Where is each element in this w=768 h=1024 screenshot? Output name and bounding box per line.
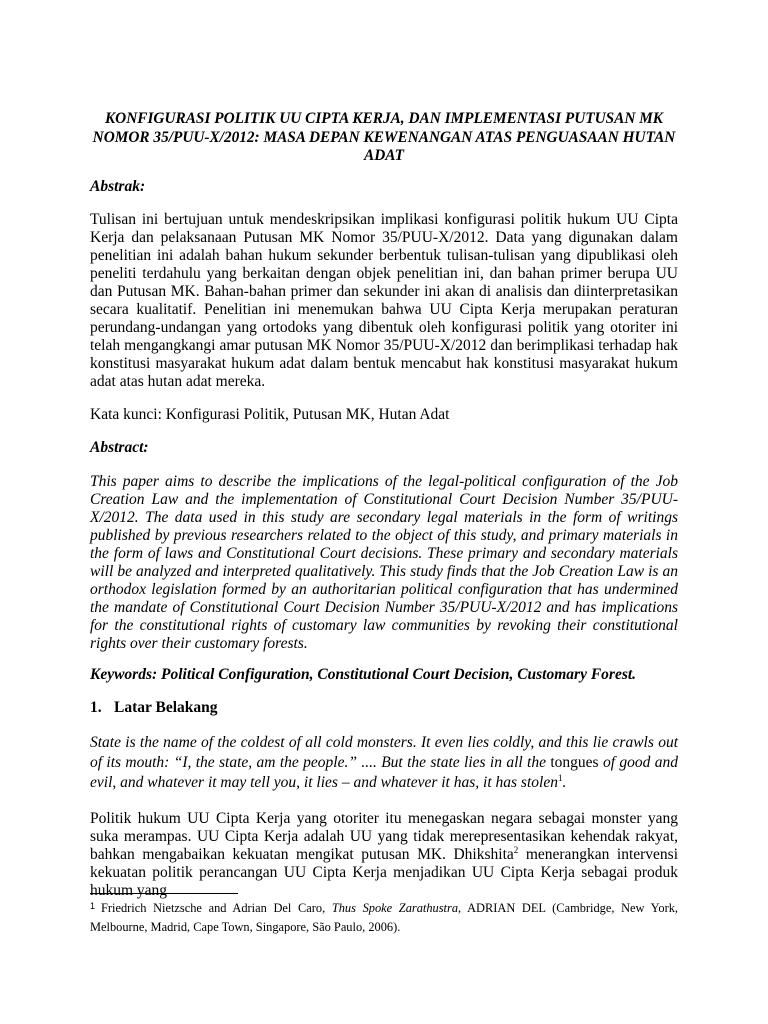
footnote-authors: Friedrich Nietzsche and Adrian Del Caro, <box>101 901 332 915</box>
body-part-2: menerangkan intervensi kekuatan politik perancangan UU Cipta Kerja menjadikan UU Cipta Kerja sebagai produk hukum yang <box>90 846 679 899</box>
abstract-paragraph: This paper aims to describe the implications of the legal-political configuration of the Job Creation Law and the implementation of Constitutional Court Decision Number 35/PUU-X/2012. The data used in this study are secondary legal materials in the form of writings published by previous researchers related to the object of this study, and primary materials in the form of laws and Constitutional Court decisions. These primary and secondary materials will be analyzed and interpreted qualitatively. This study finds that the Job Creation Law is an orthodox legislation formed by an authoritarian political configuration that has undermined the mandate of Constitutional Court Decision Number 35/PUU-X/2012 and has implications for the constitutional rights of customary law communities by revoking their constitutional rights over their customary forests. <box>90 473 678 652</box>
quote-part-2: tongues <box>546 754 603 771</box>
body-paragraph <box>90 810 678 900</box>
abstrak-paragraph: Tulisan ini bertujuan untuk mendeskripsikan implikasi konfigurasi politik hukum UU Cipta Kerja dan pelaksanaan Putusan MK Nomor 35/PUU-X/2012. Data yang digunakan dalam penelitian ini adalah bahan hukum sekunder berbentuk tulisan-tulisan yang dipublikasi oleh peneliti terdahulu yang berkaitan dengan objek penelitian ini, dan bahan primer berupa UU dan Putusan MK. Bahan-bahan primer dan sekunder ini akan di analisis dan diinterpretasikan secara kualitatif. Penelitian ini menemukan bahwa UU Cipta Kerja merupakan peraturan perundang-undangan yang ortodoks yang dibentuk oleh konfigurasi politik yang otoriter ini telah mengangkangi amar putusan MK Nomor 35/PUU-X/2012 dan berimplikasi terhadap hak konstitusi masyarakat hukum adat dalam bentuk mencabut hak konstitusi masyarakat hukum adat atas hutan adat mereka. <box>90 211 678 390</box>
section-number: 1. <box>90 699 102 716</box>
abstract-heading: Abstract: <box>90 439 149 456</box>
body-part-1: Politik hukum UU Cipta Kerja yang otoriter itu menegaskan negara sebagai monster yang suka merampas. UU Cipta Kerja adalah UU yang tidak merepresentasikan kehendak rakyat, bahkan mengabaikan kekuatan mengikat putusan MK. Dhikshita <box>90 810 678 863</box>
section-heading <box>90 699 218 717</box>
footnote-details: , ADRIAN DEL (Cambridge, New York, Melbourne, Madrid, Cape Town, Singapore, São Paulo, 2006). <box>90 901 679 934</box>
footnote-1 <box>90 897 678 937</box>
quote-part-1: State is the name of the coldest of all cold monsters. It even lies coldly, and this lie crawls out of its mouth: “I, the state, am the people.” .... But the state lies in all the <box>90 734 678 771</box>
footnote-separator <box>90 893 238 894</box>
quote-part-3: of good and evil, and whatever it may tell you, it lies – and whatever it has, it has stolen <box>90 754 678 791</box>
abstrak-heading: Abstrak: <box>90 178 146 195</box>
section-title: Latar Belakang <box>114 699 218 716</box>
footnote-ref-1[interactable]: 1 <box>557 773 563 783</box>
paper-title: KONFIGURASI POLITIK UU CIPTA KERJA, DAN IMPLEMENTASI PUTUSAN MK NOMOR 35/PUU-X/2012: MASA DEPAN KEWENANGAN ATAS PENGUASAAN HUTAN ADAT <box>92 110 676 164</box>
nietzsche-quote <box>90 733 678 793</box>
footnote-book-title: Thus Spoke Zarathustra <box>331 901 459 915</box>
footnote-ref-2[interactable]: 2 <box>513 845 519 855</box>
footnote-mark: 1 <box>90 901 96 911</box>
quote-end: . <box>562 774 567 791</box>
keywords: Keywords: Political Configuration, Constitutional Court Decision, Customary Forest. <box>90 666 637 683</box>
kata-kunci: Kata kunci: Konfigurasi Politik, Putusan MK, Hutan Adat <box>90 406 450 423</box>
